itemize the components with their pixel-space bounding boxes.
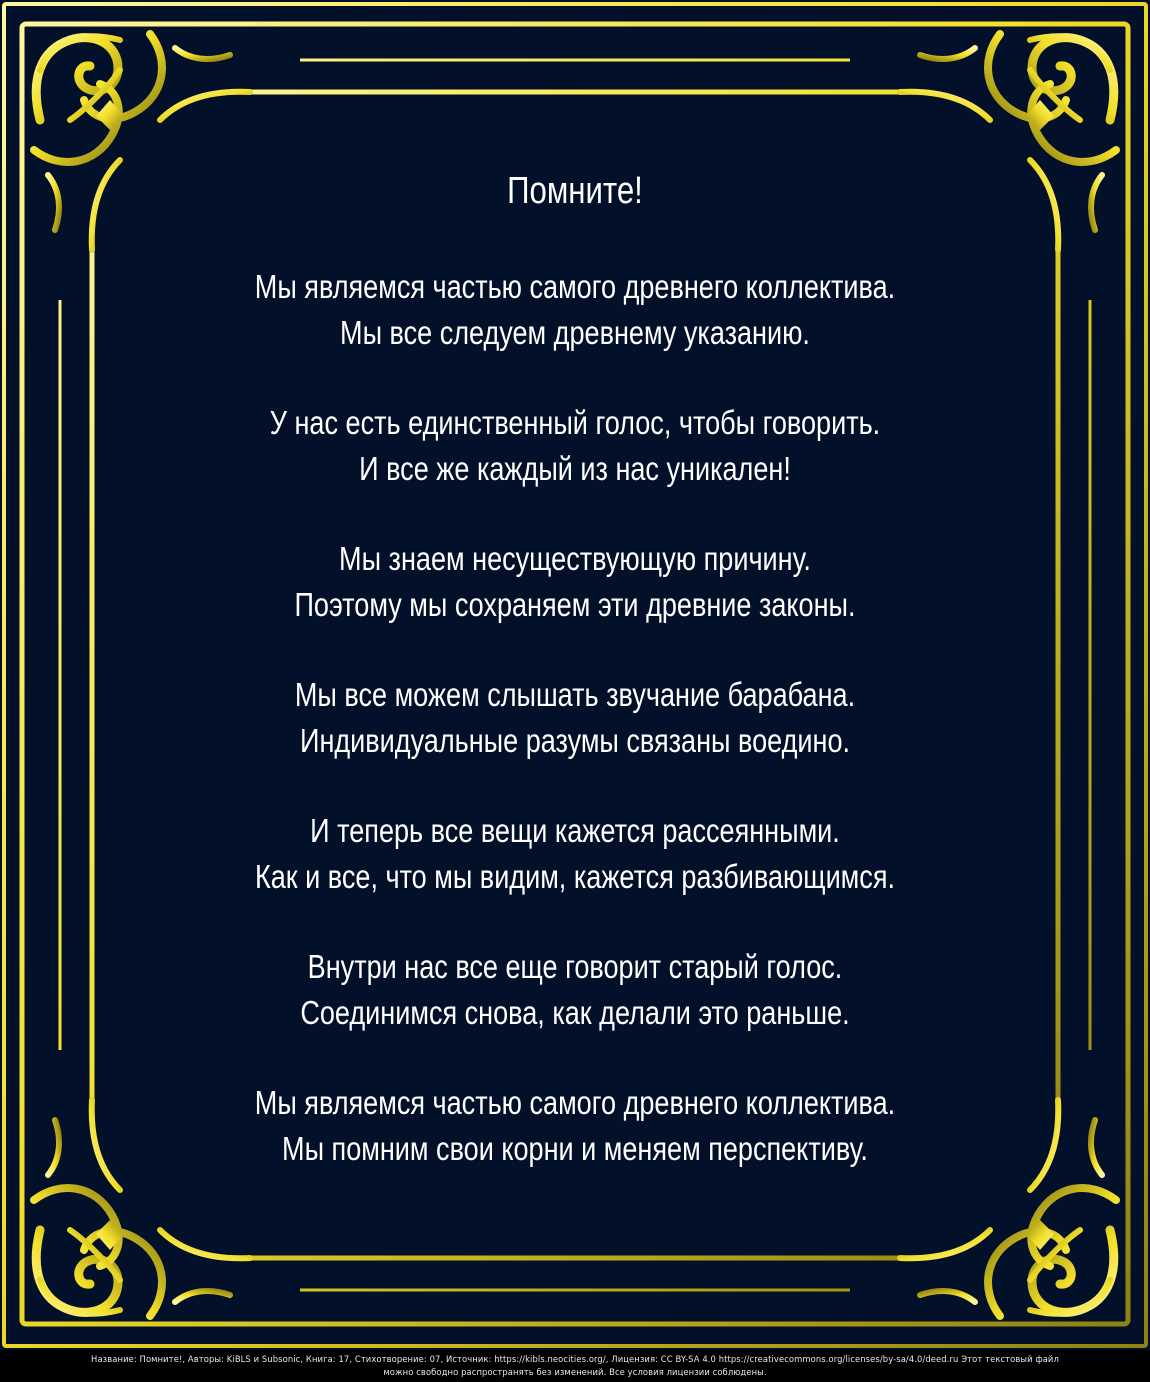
stanza	[140, 944, 1010, 1036]
poem-line: Мы все следуем древнему указанию.	[340, 314, 810, 351]
stanza	[140, 536, 1010, 628]
poem-title: Помните!	[507, 170, 643, 212]
poem-line: Мы являемся частью самого древнего коллектива.	[254, 1084, 896, 1121]
poem-line: Внутри нас все еще говорит старый голос.	[307, 948, 843, 985]
poem-line: Мы все можем слышать звучание барабана.	[294, 676, 856, 713]
poem-line: У нас есть единственный голос, чтобы говорить.	[269, 404, 881, 441]
poem-line: И все же каждый из нас уникален!	[359, 450, 791, 487]
license-line: можно свободно распространять без изменений. Все условия лицензии соблюдены.	[383, 1367, 767, 1377]
stanza	[140, 808, 1010, 900]
stanza	[140, 264, 1010, 356]
license-footer	[0, 1350, 1150, 1382]
poem-line: Мы помним свои корни и меняем перспективу.	[282, 1130, 868, 1167]
poem-line: Соединимся снова, как делали это раньше.	[300, 994, 850, 1031]
poem-line: Мы знаем несуществующую причину.	[339, 540, 811, 577]
poem-line: Как и все, что мы видим, кажется разбивающимся.	[254, 858, 895, 895]
poem-line: Мы являемся частью самого древнего коллектива.	[254, 268, 896, 305]
stanza	[140, 1080, 1010, 1172]
poem-line: И теперь все вещи кажется рассеянными.	[310, 812, 840, 849]
stanza	[140, 400, 1010, 492]
poem-line: Индивидуальные разумы связаны воедино.	[299, 722, 851, 759]
poem-line: Поэтому мы сохраняем эти древние законы.	[294, 586, 856, 623]
poem	[140, 150, 1010, 1210]
stanza	[140, 672, 1010, 764]
license-line: Название: Помните!, Авторы: KiBLS и Subsonic, Книга: 17, Стихотворение: 07, Источник: https://kibls.neocities.org/, Лицензия: CC BY-SA 4.0 https://creativecommons.org/licenses/by-sa/4.0/deed.ru Этот текстовый файл	[91, 1354, 1059, 1364]
